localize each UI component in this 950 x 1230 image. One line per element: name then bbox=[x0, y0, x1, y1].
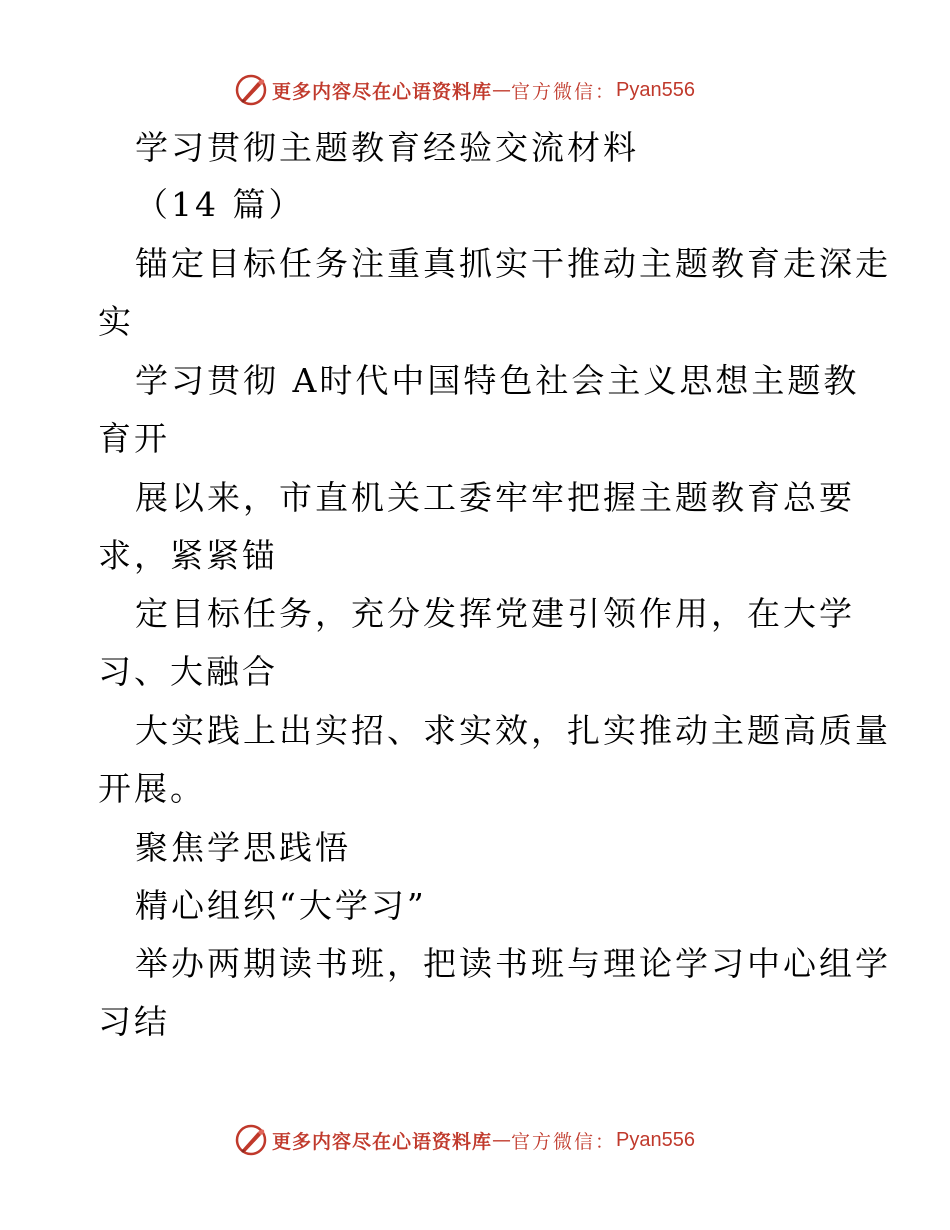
document-title: 学习贯彻主题教育经验交流材料 bbox=[135, 128, 639, 167]
quill-pen-icon bbox=[234, 1123, 268, 1157]
section-heading-line-2: 实 bbox=[98, 302, 134, 341]
subsection-subheading: 精心组织“大学习” bbox=[135, 886, 427, 925]
body-line: 举办两期读书班，把读书班与理论学习中心组学 bbox=[135, 944, 891, 983]
quill-pen-icon bbox=[234, 73, 268, 107]
watermark-slogan: 更多内容尽在心语资料库 bbox=[272, 1130, 493, 1153]
watermark-dash: — bbox=[492, 79, 512, 101]
watermark-dash: — bbox=[492, 1129, 512, 1151]
footer-watermark bbox=[234, 1120, 695, 1160]
body-line: 开展。 bbox=[98, 769, 206, 808]
subsection-heading: 聚焦学思践悟 bbox=[135, 828, 351, 867]
watermark-wechat-id: Pyan556 bbox=[616, 1128, 695, 1151]
watermark-wechat-label: 官方微信： bbox=[511, 80, 617, 103]
watermark-slogan: 更多内容尽在心语资料库 bbox=[272, 80, 493, 103]
body-line: 大实践上出实招、求实效，扎实推动主题高质量 bbox=[135, 711, 891, 750]
body-line: 展以来，市直机关工委牢牢把握主题教育总要 bbox=[135, 478, 855, 517]
body-line: 定目标任务，充分发挥党建引领作用，在大学 bbox=[135, 594, 855, 633]
body-line: 学习贯彻 A时代中国特色社会主义思想主题教 bbox=[135, 361, 860, 400]
body-line: 习结 bbox=[98, 1002, 170, 1041]
header-watermark bbox=[234, 70, 695, 110]
body-line: 求，紧紧锚 bbox=[98, 536, 278, 575]
body-line: 育开 bbox=[98, 419, 170, 458]
document-subtitle: （14 篇） bbox=[135, 185, 305, 224]
body-line: 习、大融合 bbox=[98, 652, 278, 691]
watermark-wechat-id: Pyan556 bbox=[616, 78, 695, 101]
watermark-wechat-label: 官方微信： bbox=[511, 1130, 617, 1153]
section-heading-line-1: 锚定目标任务注重真抓实干推动主题教育走深走 bbox=[135, 244, 891, 283]
